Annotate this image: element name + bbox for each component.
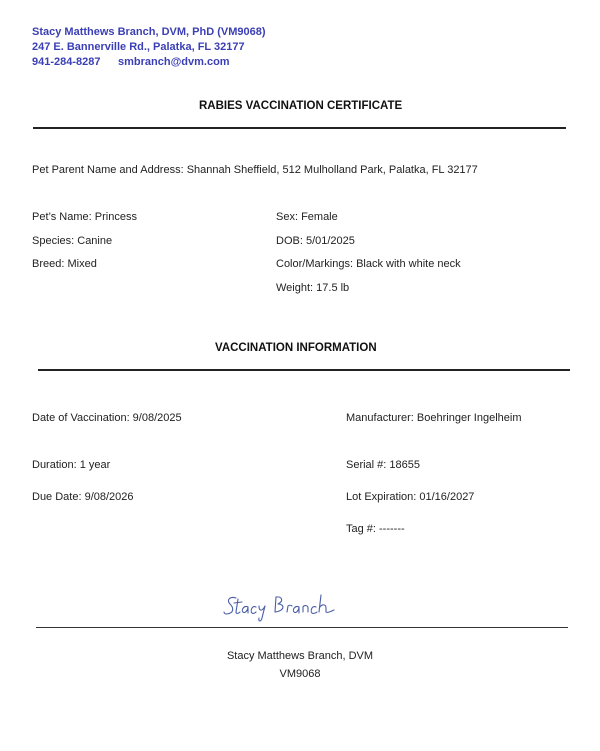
pet-parent-info: Pet Parent Name and Address: Shannah Sheffield, 512 Mulholland Park, Palatka, FL 32177 <box>32 164 478 176</box>
clinic-address-line: 247 E. Bannerville Rd., Palatka, FL 32177 <box>32 41 245 53</box>
title-divider <box>33 127 566 129</box>
pet-species: Species: Canine <box>32 235 113 247</box>
handwritten-signature <box>222 590 342 626</box>
signature-line <box>36 627 568 628</box>
pet-breed: Breed: Mixed <box>32 258 97 270</box>
clinic-name-line: Stacy Matthews Branch, DVM, PhD (VM9068) <box>32 26 266 38</box>
pet-color-markings: Color/Markings: Black with white neck <box>276 258 461 270</box>
vaccination-date: Date of Vaccination: 9/08/2025 <box>32 412 182 424</box>
vaccination-divider <box>38 369 570 371</box>
vaccination-duration: Duration: 1 year <box>32 459 111 471</box>
vaccine-serial: Serial #: 18655 <box>346 459 420 471</box>
pet-weight: Weight: 17.5 lb <box>276 282 350 294</box>
signer-license: VM9068 <box>279 668 321 680</box>
vaccine-tag-number: Tag #: ------- <box>346 523 405 535</box>
certificate-title: RABIES VACCINATION CERTIFICATE <box>199 100 403 112</box>
vaccination-due-date: Due Date: 9/08/2026 <box>32 491 134 503</box>
vaccine-lot-expiration: Lot Expiration: 01/16/2027 <box>346 491 475 503</box>
vaccination-title: VACCINATION INFORMATION <box>215 342 377 354</box>
pet-sex: Sex: Female <box>276 211 338 223</box>
clinic-phone: 941-284-8287 <box>32 56 101 68</box>
vaccine-manufacturer: Manufacturer: Boehringer Ingelheim <box>346 412 522 424</box>
pet-dob: DOB: 5/01/2025 <box>276 235 355 247</box>
signer-name: Stacy Matthews Branch, DVM <box>226 650 374 662</box>
clinic-email: smbranch@dvm.com <box>118 56 230 68</box>
pet-name: Pet’s Name: Princess <box>32 211 137 223</box>
